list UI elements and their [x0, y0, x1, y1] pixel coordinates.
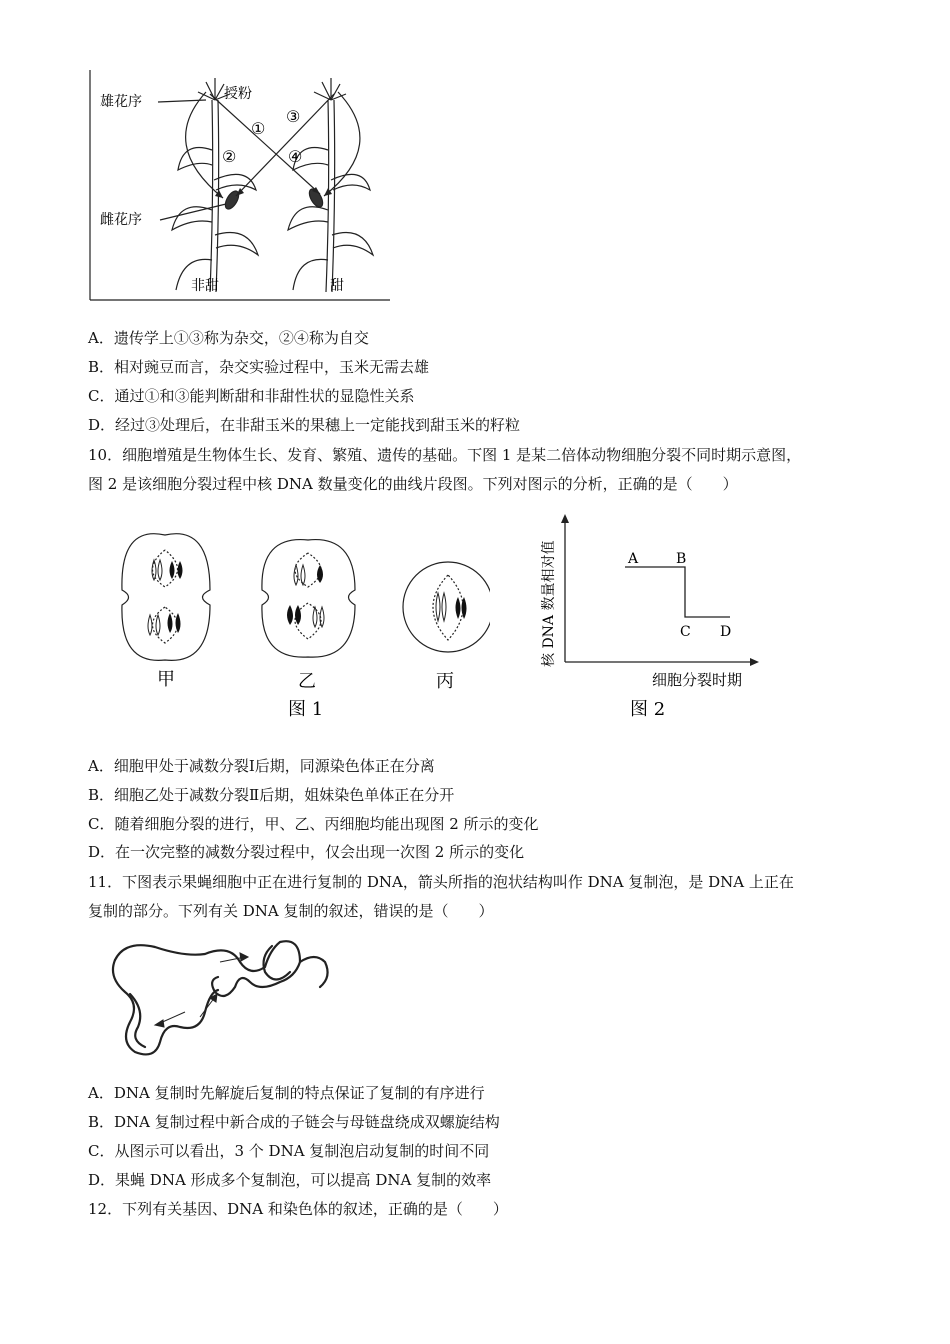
right-plant-caption: 甜 [330, 278, 344, 294]
q11-option-c: C．从图示可以看出，3 个 DNA 复制泡启动复制的时间不同 [88, 1142, 490, 1160]
q10-option-d: D．在一次完整的减数分裂过程中，仅会出现一次图 2 所示的变化 [88, 843, 525, 861]
q9-option-c: C．通过①和③能判断甜和非甜性状的显隐性关系 [88, 387, 415, 405]
cell-label-jia: 甲 [157, 669, 175, 690]
mark-2: ② [222, 147, 237, 166]
q10-option-a: A．细胞甲处于减数分裂Ⅰ后期，同源染色体正在分离 [88, 757, 435, 775]
left-plant-caption: 非甜 [191, 278, 219, 294]
q10-stem-line2: 图 2 是该细胞分裂过程中核 DNA 数量变化的曲线片段图。下列对图示的分析，正确的是（ ） [88, 475, 738, 493]
pollination-label: 授粉 [224, 86, 252, 102]
point-c: C [680, 624, 691, 640]
q11-option-b: B．DNA 复制过程中新合成的子链会与母链盘绕成双螺旋结构 [88, 1113, 500, 1131]
q11-option-a: A．DNA 复制时先解旋后复制的特点保证了复制的有序进行 [88, 1084, 485, 1102]
q11-option-d: D．果蝇 DNA 形成多个复制泡，可以提高 DNA 复制的效率 [88, 1171, 492, 1189]
mark-1: ① [251, 119, 266, 138]
figure-2-dna-graph [530, 512, 770, 727]
q10-stem-line1: 10．细胞增殖是生物体生长、发育、繁殖、遗传的基础。下图 1 是某二倍体动物细胞分裂不同时期示意图， [88, 446, 802, 464]
q9-option-a: A．遗传学上①③称为杂交，②④称为自交 [88, 329, 369, 347]
q10-option-c: C．随着细胞分裂的进行，甲、乙、丙细胞均能出现图 2 所示的变化 [88, 815, 539, 833]
q9-option-d: D．经过③处理后，在非甜玉米的果穗上一定能找到甜玉米的籽粒 [88, 416, 521, 434]
cell-jia-outline [122, 534, 210, 661]
q11-stem-line1: 11．下图表示果蝇细胞中正在进行复制的 DNA，箭头所指的泡状结构叫作 DNA 复制泡，是 DNA 上正在 [88, 873, 794, 891]
male-inflorescence-label: 雄花序 [100, 94, 142, 110]
dna-replication-figure [100, 932, 340, 1067]
corn-pollination-figure [88, 70, 398, 305]
mark-3: ③ [286, 107, 301, 126]
point-a: A [628, 551, 639, 567]
q12-stem: 12．下列有关基因、DNA 和染色体的叙述，正确的是（ ） [88, 1200, 508, 1218]
q9-option-b: B．相对豌豆而言，杂交实验过程中，玉米无需去雄 [88, 358, 430, 376]
figure-1-cells [110, 515, 490, 725]
figure-2-ylabel: 核 DNA 数量相对值 [541, 540, 557, 667]
q11-stem-line2: 复制的部分。下列有关 DNA 复制的叙述，错误的是（ ） [88, 902, 494, 920]
cell-label-bing: 丙 [436, 671, 454, 692]
figure-2-xlabel: 细胞分裂时期 [652, 671, 743, 689]
cell-yi-outline [262, 540, 355, 658]
female-inflorescence-label: 雌花序 [100, 212, 142, 228]
mark-4: ④ [288, 147, 303, 166]
figure-2-caption: 图 2 [630, 699, 666, 720]
dna-curve [625, 567, 730, 617]
figure-1-caption: 图 1 [288, 699, 324, 720]
point-d: D [720, 624, 732, 640]
point-b: B [676, 551, 687, 567]
q10-option-b: B．细胞乙处于减数分裂Ⅱ后期，姐妹染色单体正在分开 [88, 786, 455, 804]
cell-label-yi: 乙 [298, 671, 316, 692]
